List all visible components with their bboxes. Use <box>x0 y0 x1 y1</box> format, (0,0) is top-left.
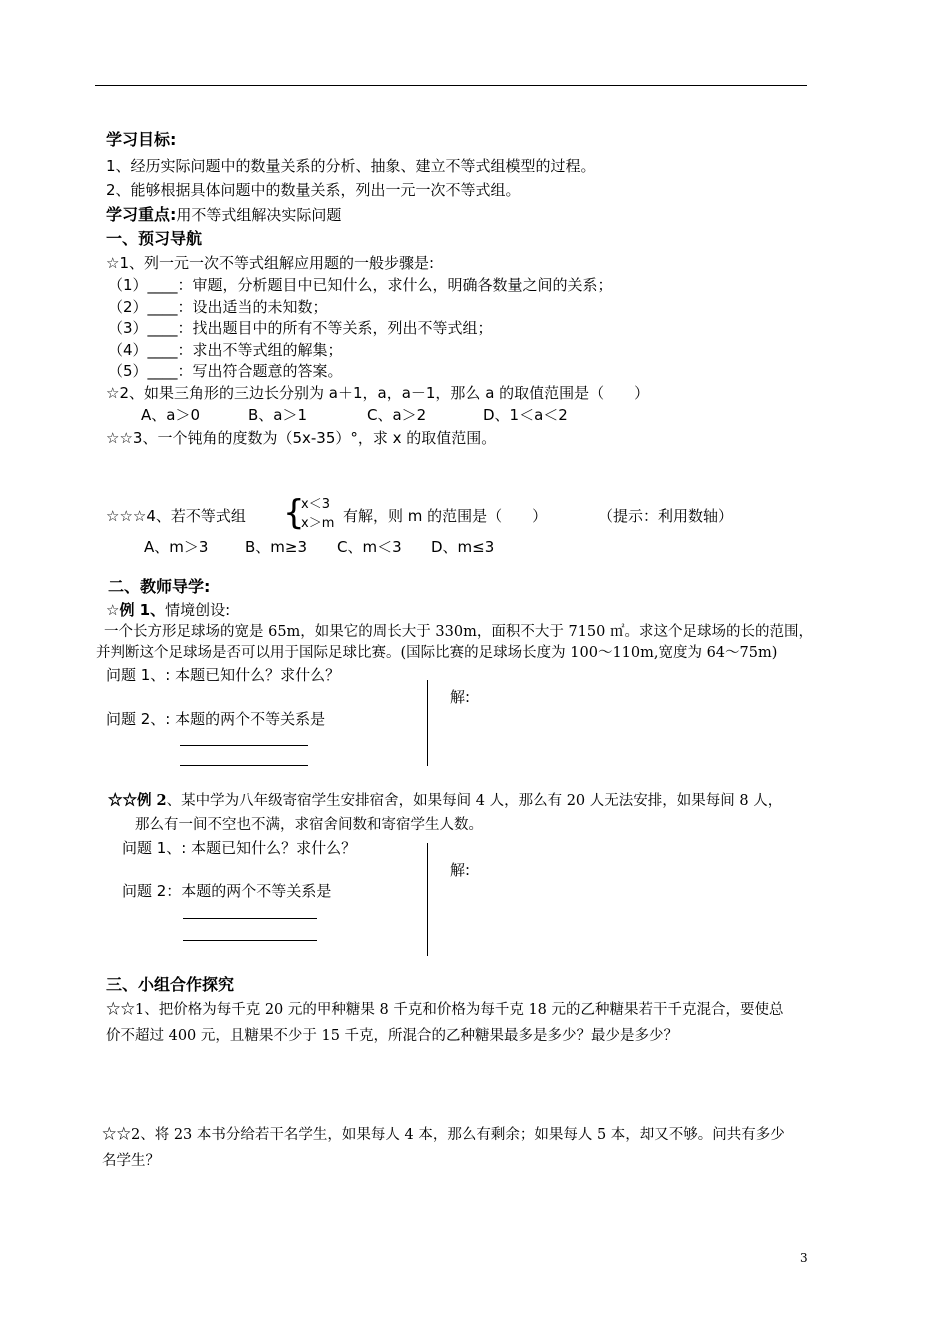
objective-item-2: 2、能够根据具体问题中的数量关系，列出一元一次不等式组。 <box>106 181 521 199</box>
header-rule <box>95 85 807 86</box>
section3-title: 三、小组合作探究 <box>106 975 235 994</box>
q4-option-d: D、m≤3 <box>431 538 495 556</box>
example1-text-line-1: 一个长方形足球场的宽是 65m，如果它的周长大于 330m，面积不大于 7150 ㎡。求这个足球场的长的范围， <box>104 624 813 640</box>
step-5: （5）____：写出符合题意的答案。 <box>108 362 343 380</box>
problem1-line-2: 价不超过 400 元，且糖果不少于 15 千克，所混合的乙种糖果最多是多少？最少是多少？ <box>106 1028 679 1044</box>
example1-question-1: 问题 1、: 本题已知什么？求什么？ <box>106 666 341 684</box>
example1-heading <box>106 600 230 620</box>
page-number: 3 <box>800 1251 808 1265</box>
example1-answer-blank-2[interactable] <box>180 765 308 766</box>
q2-option-a: A、a＞0 <box>141 406 200 424</box>
q4-hint: （提示：利用数轴） <box>598 507 734 525</box>
objectives-title: 学习目标: <box>106 130 177 149</box>
example2-solution-label: 解: <box>450 861 471 879</box>
example2-label: ☆☆例 2 <box>108 792 167 809</box>
section2-title: 二、教师导学: <box>108 577 211 596</box>
focus-title: 学习重点: <box>106 205 177 224</box>
example1-answer-blank-1[interactable] <box>180 745 308 746</box>
step-3: （3）____：找出题目中的所有不等关系，列出不等式组； <box>108 319 493 337</box>
step-2: （2）____：设出适当的未知数； <box>108 298 328 316</box>
example1-question-2: 问题 2、: 本题的两个不等关系是 <box>106 710 326 728</box>
objective-item-1: 1、经历实际问题中的数量关系的分析、抽象、建立不等式组模型的过程。 <box>106 157 596 175</box>
q4-system-line-2: x＞m <box>301 516 335 531</box>
q4-prefix: ☆☆☆4、若不等式组 <box>106 507 246 525</box>
q2-option-c: C、a＞2 <box>367 406 427 424</box>
step-4: （4）____：求出不等式组的解集； <box>108 341 343 359</box>
q4-system-line-1: x＜3 <box>301 497 330 512</box>
q4-suffix: 有解，则 m 的范围是（ ） <box>343 507 548 525</box>
example1-title: 情境创设: <box>165 601 231 619</box>
q4-option-a: A、m＞3 <box>144 538 209 556</box>
example1-divider <box>427 680 428 766</box>
q4-option-c: C、m＜3 <box>337 538 402 556</box>
example2-text-line-1 <box>108 791 782 811</box>
q2-option-b: B、a＞1 <box>248 406 308 424</box>
focus-line <box>106 205 341 225</box>
example2-answer-blank-2[interactable] <box>183 940 317 941</box>
problem2-line-1: ☆☆2、将 23 本书分给若干名学生，如果每人 4 本，那么有剩余；如果每人 5 本，却又不够。问共有多少 <box>102 1127 785 1143</box>
problem2-line-2: 名学生？ <box>102 1153 160 1169</box>
q2-option-d: D、1＜a＜2 <box>483 406 568 424</box>
example2-text-1: 、某中学为八年级寄宿学生安排宿舍，如果每间 4 人，那么有 20 人无法安排，如果每间 8 人， <box>166 793 783 809</box>
example2-answer-blank-1[interactable] <box>183 918 317 919</box>
section1-q2: ☆2、如果三角形的三边长分别为 a＋1，a，a－1，那么 a 的取值范围是（ ） <box>106 384 650 402</box>
example2-divider <box>427 843 428 956</box>
q4-option-b: B、m≥3 <box>245 538 308 556</box>
example1-solution-label: 解: <box>450 688 471 706</box>
section1-q3: ☆☆3、一个钝角的度数为（5x-35）°，求 x 的取值范围。 <box>106 429 497 447</box>
step-1: （1）____：审题，分析题目中已知什么，求什么，明确各数量之间的关系； <box>108 276 613 294</box>
section1-q1: ☆1、列一元一次不等式组解应用题的一般步骤是: <box>106 254 435 272</box>
section1-title: 一、预习导航 <box>106 229 203 248</box>
focus-text: 用不等式组解决实际问题 <box>176 206 342 224</box>
problem1-line-1: ☆☆1、把价格为每千克 20 元的甲种糖果 8 千克和价格为每千克 18 元的乙种糖果若干千克混合，要使总 <box>106 1002 784 1018</box>
example1-text-line-2: 并判断这个足球场是否可以用于国际足球比赛。(国际比赛的足球场长度为 100～110m,宽度为 64～75m) <box>96 645 778 661</box>
example2-text-line-2: 那么有一间不空也不满，求宿舍间数和寄宿学生人数。 <box>135 817 483 833</box>
example2-question-2: 问题 2：本题的两个不等关系是 <box>122 882 332 900</box>
example1-label: ☆例 1、 <box>106 601 166 619</box>
example2-question-1: 问题 1、: 本题已知什么？求什么？ <box>122 839 357 857</box>
brace-icon: { <box>283 493 305 533</box>
